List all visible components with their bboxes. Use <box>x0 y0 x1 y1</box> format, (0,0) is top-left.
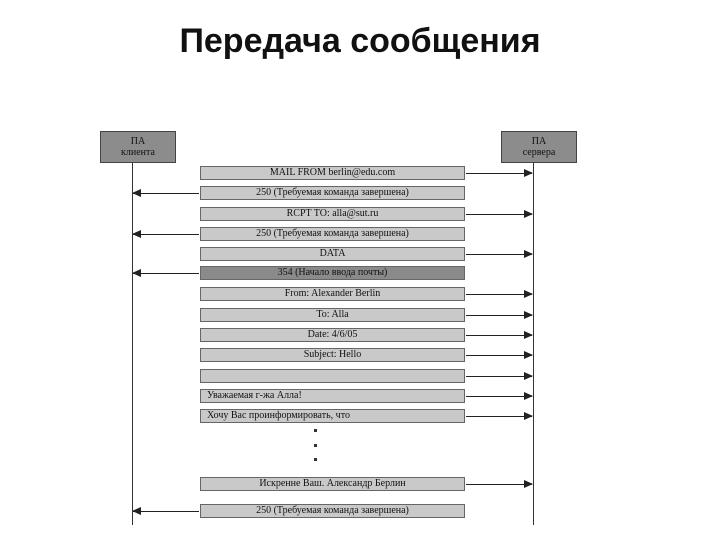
arrow-to-client <box>133 511 199 512</box>
page-title: Передача сообщения <box>179 22 541 60</box>
client-agent-box <box>100 131 176 163</box>
message-box: MAIL FROM berlin@edu.com <box>200 166 465 180</box>
server-agent-box <box>501 131 577 163</box>
arrow-to-server <box>466 376 532 377</box>
message-box: Хочу Вас проинформировать, что <box>200 409 465 423</box>
arrow-to-server <box>466 416 532 417</box>
message-box: To: Alla <box>200 308 465 322</box>
message-box: 354 (Начало ввода почты) <box>200 266 465 280</box>
client-agent-label-line1: ПА <box>130 136 146 147</box>
arrow-to-client <box>133 193 199 194</box>
message-box: DATA <box>200 247 465 261</box>
ellipsis-dot <box>314 444 317 447</box>
arrow-to-server <box>466 355 532 356</box>
arrow-to-server <box>466 484 532 485</box>
client-lifeline <box>132 163 133 525</box>
message-box: 250 (Требуемая команда завершена) <box>200 504 465 518</box>
message-box: RCPT TO: alla@sut.ru <box>200 207 465 221</box>
arrow-to-server <box>466 396 532 397</box>
message-box: Date: 4/6/05 <box>200 328 465 342</box>
arrow-to-server <box>466 214 532 215</box>
message-box: From: Alexander Berlin <box>200 287 465 301</box>
message-box: 250 (Требуемая команда завершена) <box>200 227 465 241</box>
ellipsis-dot <box>314 429 317 432</box>
message-box: Искренне Ваш. Александр Берлин <box>200 477 465 491</box>
server-lifeline <box>533 163 534 525</box>
arrow-to-client <box>133 234 199 235</box>
arrow-to-server <box>466 294 532 295</box>
message-box: Уважаемая г-жа Алла! <box>200 389 465 403</box>
message-box: Subject: Hello <box>200 348 465 362</box>
client-agent-label-line2: клиента <box>121 147 155 158</box>
server-agent-label-line1: ПА <box>531 136 547 147</box>
arrow-to-server <box>466 315 532 316</box>
arrow-to-server <box>466 173 532 174</box>
server-agent-label-line2: сервера <box>522 147 556 158</box>
ellipsis-dot <box>314 458 317 461</box>
arrow-to-client <box>133 273 199 274</box>
arrow-to-server <box>466 254 532 255</box>
message-box-blank <box>200 369 465 383</box>
message-box: 250 (Требуемая команда завершена) <box>200 186 465 200</box>
arrow-to-server <box>466 335 532 336</box>
